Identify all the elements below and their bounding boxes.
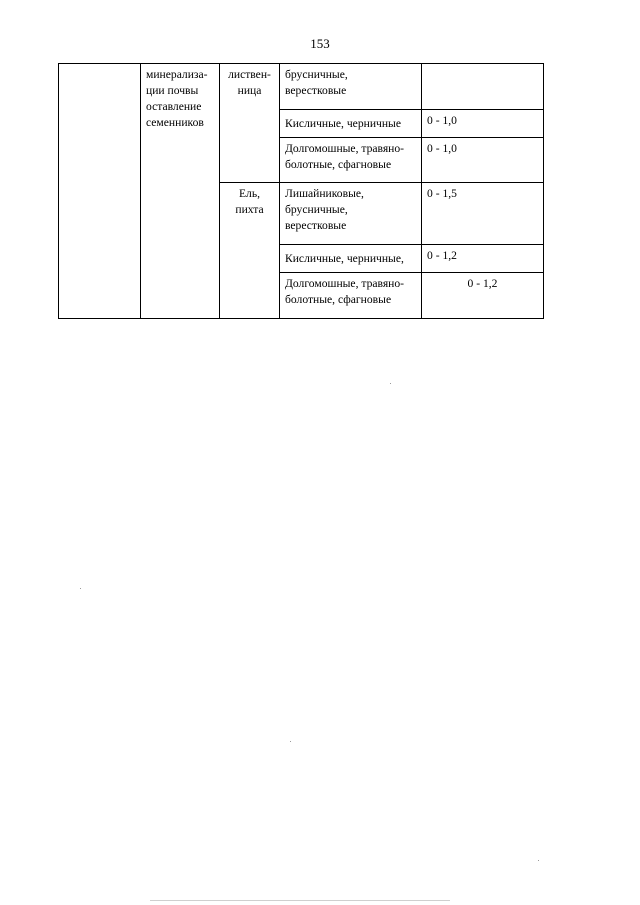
forest-type-line: брусничные, xyxy=(285,203,348,216)
method-line: оставление xyxy=(146,100,202,113)
bottom-edge-line xyxy=(150,900,450,901)
scan-speck xyxy=(538,860,539,861)
forest-type-line: Долгомошные, травяно- xyxy=(285,277,405,290)
forest-type-cell xyxy=(280,183,422,245)
forest-table xyxy=(58,63,544,319)
forest-type-line: Долгомошные, травяно- xyxy=(285,142,405,155)
forest-type-line: Кисличные, черничные, xyxy=(285,251,404,265)
method-line: семенников xyxy=(146,116,204,129)
species-line: листвен- xyxy=(228,68,271,81)
forest-type-line: болотные, сфагновые xyxy=(285,158,392,171)
scan-speck xyxy=(80,588,81,589)
method-line: ции почвы xyxy=(146,84,199,97)
forest-type-line: болотные, сфагновые xyxy=(285,293,392,306)
scan-speck xyxy=(290,741,291,742)
species-cell-spruce-fir xyxy=(220,183,280,319)
value-cell: 0 - 1,2 xyxy=(422,273,544,319)
page-number: 153 xyxy=(310,36,330,51)
forest-type-line: верестковые xyxy=(285,219,347,232)
forest-type-line: Лишайниковые, xyxy=(285,187,364,200)
forest-type-cell xyxy=(280,245,422,273)
species-line: ница xyxy=(237,84,262,97)
forest-type-line: Кисличные, черничные xyxy=(285,116,401,130)
value-cell: 0 - 1,0 xyxy=(422,138,544,183)
method-line: минерализа- xyxy=(146,68,208,81)
table-row xyxy=(59,64,544,110)
forest-type-cell xyxy=(280,138,422,183)
forest-type-line: брусничные, xyxy=(285,68,348,81)
method-cell xyxy=(141,64,220,319)
species-line: Ель, xyxy=(238,187,261,200)
forest-type-cell xyxy=(280,64,422,110)
species-line: пихта xyxy=(235,203,264,216)
value-cell xyxy=(422,64,544,110)
empty-first-column-cell xyxy=(59,64,141,319)
value-cell: 0 - 1,5 xyxy=(422,183,544,245)
value-cell: 0 - 1,2 xyxy=(422,245,544,273)
forest-type-cell xyxy=(280,110,422,138)
species-cell-larch xyxy=(220,64,280,183)
value-cell: 0 - 1,0 xyxy=(422,110,544,138)
forest-type-line: верестковые xyxy=(285,84,347,97)
scan-speck xyxy=(390,383,391,384)
forest-type-cell xyxy=(280,273,422,319)
